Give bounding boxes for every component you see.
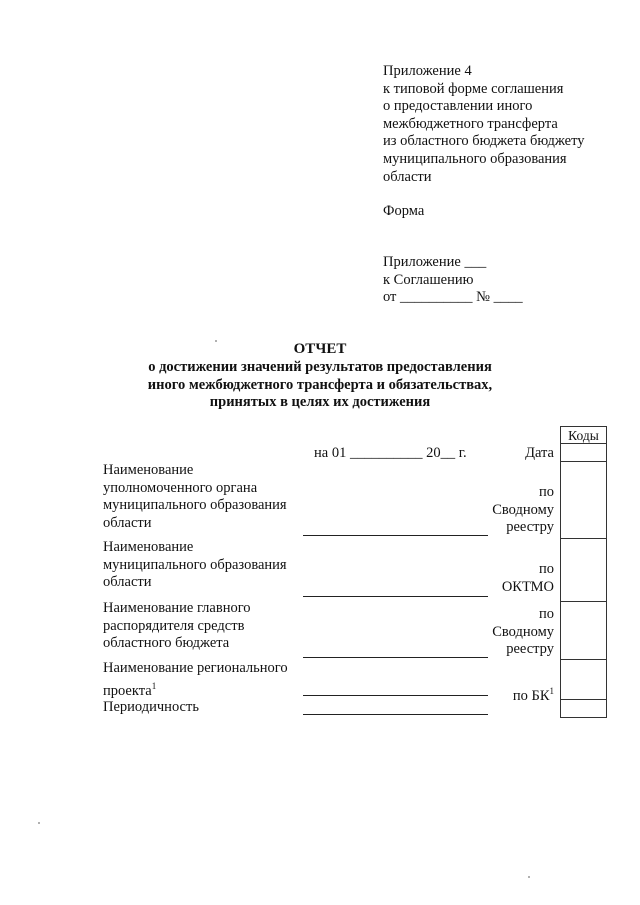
row-label-chief-administrator bbox=[103, 600, 251, 653]
label-line: уполномоченного органа bbox=[103, 479, 258, 496]
code-label-bk bbox=[513, 683, 554, 705]
appendix-line: к типовой форме соглашения bbox=[383, 80, 564, 97]
code-cell-svodny-reestr-2[interactable] bbox=[560, 602, 607, 660]
code-cell-svodny-reestr[interactable] bbox=[560, 462, 607, 539]
appendix-line: о предоставлении иного bbox=[383, 98, 533, 115]
label-line: Наименование bbox=[103, 539, 194, 555]
fill-line-chief-administrator[interactable] bbox=[303, 657, 488, 658]
fill-line-regional-project[interactable] bbox=[303, 695, 488, 696]
label-line: области bbox=[103, 514, 152, 531]
appendix-header bbox=[383, 63, 585, 186]
label-line: по bbox=[538, 606, 554, 622]
scan-speck bbox=[528, 876, 530, 878]
row-label-municipality bbox=[103, 539, 287, 592]
report-title: ОТЧЕТ bbox=[293, 341, 347, 357]
appendix-line: муниципального образования bbox=[383, 150, 567, 167]
code-cell-oktmo[interactable] bbox=[560, 539, 607, 602]
appendix-line: Приложение 4 bbox=[383, 63, 472, 79]
footnote-mark: 1 bbox=[151, 680, 157, 691]
codes-header: Коды bbox=[560, 426, 607, 444]
label-line: Сводному bbox=[492, 501, 554, 518]
label-line bbox=[103, 678, 288, 700]
label-line: муниципального образования bbox=[103, 556, 287, 573]
label-line: Наименование bbox=[103, 462, 194, 478]
appendix-line: межбюджетного трансферта bbox=[383, 115, 558, 132]
code-label-svodny-reestr-2 bbox=[492, 606, 554, 659]
report-date-line: на 01 __________ 20__ г. bbox=[314, 445, 467, 461]
label-line: муниципального образования bbox=[103, 497, 287, 514]
codes-column bbox=[560, 426, 607, 718]
report-subtitle-line: принятых в целях их достижения bbox=[209, 394, 431, 410]
date-label: Дата bbox=[525, 445, 554, 461]
row-label-periodicity: Периодичность bbox=[103, 699, 199, 715]
fill-line-periodicity[interactable] bbox=[303, 714, 488, 715]
label-line: Наименование главного bbox=[103, 600, 251, 616]
label-line: по bbox=[538, 561, 554, 577]
agreement-appendix bbox=[383, 254, 523, 307]
code-cell-bk[interactable] bbox=[560, 660, 607, 700]
code-cell-periodicity[interactable] bbox=[560, 700, 607, 718]
report-subtitle-line: иного межбюджетного трансферта и обязательствах, bbox=[147, 376, 493, 393]
code-label-svodny-reestr bbox=[492, 484, 554, 537]
label-line: распорядителя средств bbox=[103, 617, 245, 634]
label-line: ОКТМО bbox=[501, 578, 554, 595]
scan-speck bbox=[215, 340, 217, 342]
agreement-appendix-line: к Соглашению bbox=[383, 271, 474, 288]
agreement-appendix-line: Приложение ___ bbox=[383, 254, 487, 270]
label-line: по bbox=[538, 484, 554, 500]
label-line: области bbox=[103, 574, 152, 591]
fill-line-municipality[interactable] bbox=[303, 596, 488, 597]
label-text: проекта bbox=[103, 682, 152, 699]
form-label: Форма bbox=[383, 203, 425, 219]
fill-line-authorized-body[interactable] bbox=[303, 535, 488, 536]
scan-speck bbox=[38, 822, 40, 824]
report-subtitle bbox=[100, 359, 540, 412]
report-subtitle-line: о достижении значений результатов предоставления bbox=[148, 359, 492, 375]
label-line: Наименование регионального bbox=[103, 660, 288, 676]
appendix-line: из областного бюджета бюджету bbox=[383, 133, 585, 150]
label-line: реестру bbox=[506, 519, 554, 536]
code-label-oktmo bbox=[502, 561, 554, 596]
label-line: реестру bbox=[506, 641, 554, 658]
row-label-regional-project bbox=[103, 660, 288, 700]
code-cell-date[interactable] bbox=[560, 444, 607, 462]
agreement-appendix-line: от __________ № ____ bbox=[383, 289, 523, 306]
footnote-mark: 1 bbox=[549, 686, 554, 696]
label-text: по БК bbox=[512, 687, 550, 704]
row-label-authorized-body bbox=[103, 462, 287, 532]
appendix-line: области bbox=[383, 168, 432, 185]
label-line: Сводному bbox=[492, 623, 554, 640]
label-line: областного бюджета bbox=[103, 635, 230, 652]
